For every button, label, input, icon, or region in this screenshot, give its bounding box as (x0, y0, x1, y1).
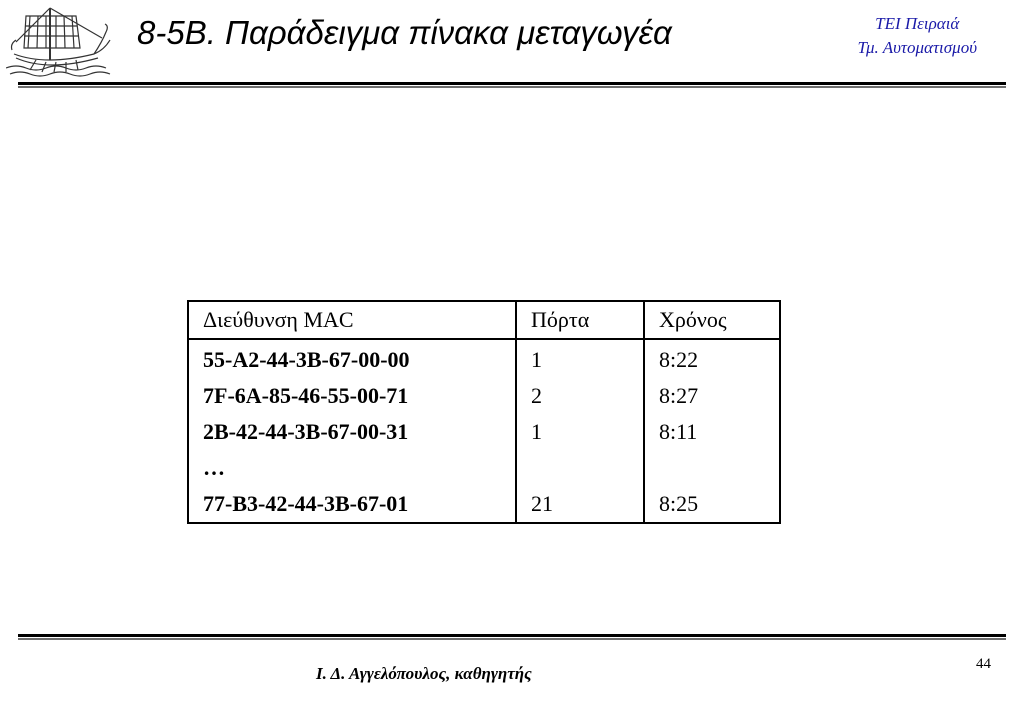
institution-line-2: Τμ. Αυτοματισμού (857, 38, 977, 57)
table-row (188, 414, 780, 450)
page-title: 8-5B. Παράδειγμα πίνακα μεταγωγέα (137, 14, 672, 51)
port-cell: 1 (516, 339, 644, 378)
time-cell: 8:25 (644, 486, 780, 523)
time-cell: 8:27 (644, 378, 780, 414)
port-cell: 2 (516, 378, 644, 414)
table-row (188, 450, 780, 486)
switch-table (187, 300, 781, 524)
mac-cell: 77-B3-42-44-3B-67-01 (188, 486, 516, 523)
header-mac-address: Διεύθυνση MAC (188, 301, 516, 339)
institution-line-1: ΤΕΙ Πειραιά (875, 14, 960, 33)
time-cell (644, 450, 780, 486)
table-row (188, 486, 780, 523)
author-label: Ι. Δ. Αγγελόπουλος, καθηγητής (316, 664, 532, 683)
table-row (188, 378, 780, 414)
footer-divider (18, 634, 1006, 640)
port-cell: 1 (516, 414, 644, 450)
mac-cell: 2B-42-44-3B-67-00-31 (188, 414, 516, 450)
mac-cell: 55-A2-44-3B-67-00-00 (188, 339, 516, 378)
header-time: Χρόνος (644, 301, 780, 339)
header-port: Πόρτα (516, 301, 644, 339)
port-cell (516, 450, 644, 486)
header-divider (18, 82, 1006, 88)
table-row (188, 339, 780, 378)
port-cell: 21 (516, 486, 644, 523)
institution-label (858, 12, 978, 60)
table-header-row (188, 301, 780, 339)
mac-cell: 7F-6A-85-46-55-00-71 (188, 378, 516, 414)
page-number: 44 (976, 656, 991, 672)
time-cell: 8:11 (644, 414, 780, 450)
time-cell: 8:22 (644, 339, 780, 378)
mac-cell: … (188, 450, 516, 486)
ancient-ship-icon (6, 2, 118, 80)
